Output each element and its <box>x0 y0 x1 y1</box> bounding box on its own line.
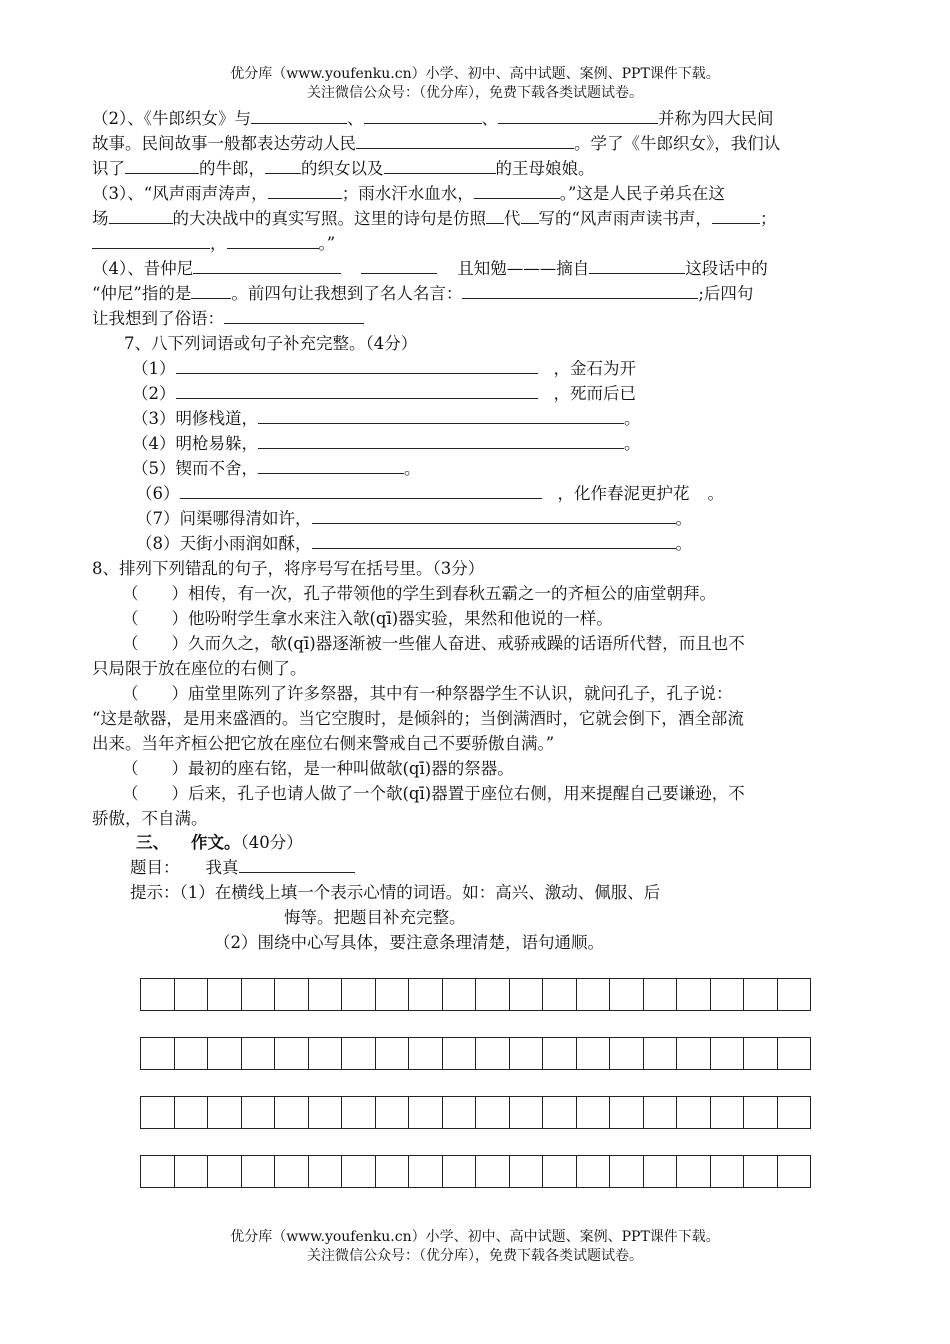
grid-cell[interactable] <box>744 1156 778 1188</box>
q7-item-2: （2） ，死而后已 <box>132 384 636 403</box>
grid-cell[interactable] <box>375 1038 409 1070</box>
grid-cell[interactable] <box>241 1038 275 1070</box>
grid-cell[interactable] <box>442 1038 476 1070</box>
grid-cell[interactable] <box>509 1038 543 1070</box>
q6-part4-line2: “仲尼”指的是 。前四句让我想到了名人名言： ;后四句 <box>92 284 754 303</box>
blank[interactable] <box>92 233 210 249</box>
grid-cell[interactable] <box>543 1156 577 1188</box>
q8-sentence-5: （ ）最初的座右铭，是一种叫做欹(qī)器的祭器。 <box>122 759 514 778</box>
grid-cell[interactable] <box>375 1097 409 1129</box>
grid-cell[interactable] <box>509 1156 543 1188</box>
writing-grid-row-4[interactable] <box>140 1155 811 1188</box>
grid-cell[interactable] <box>308 979 342 1011</box>
blank[interactable] <box>521 208 539 224</box>
q7-item-8: （8）天街小雨润如酥， 。 <box>136 534 692 553</box>
blank[interactable] <box>361 258 437 274</box>
grid-cell[interactable] <box>308 1097 342 1129</box>
grid-cell[interactable] <box>308 1038 342 1070</box>
grid-cell[interactable] <box>342 1097 376 1129</box>
header-line-2: 关注微信公众号：（优分库），免费下载各类试题试卷。 <box>307 85 643 101</box>
composition-heading: 三、 作文。（40分） <box>136 833 303 852</box>
grid-cell[interactable] <box>677 1097 711 1129</box>
grid-cell[interactable] <box>643 1156 677 1188</box>
q8-sentence-2: （ ）他吩咐学生拿水来注入欹(qī)器实验，果然和他说的一样。 <box>122 609 613 628</box>
grid-cell[interactable] <box>375 979 409 1011</box>
grid-cell[interactable] <box>241 979 275 1011</box>
blank[interactable] <box>109 208 173 224</box>
blank[interactable] <box>498 108 658 124</box>
grid-cell[interactable] <box>275 1156 309 1188</box>
q6-part2-line3: 识了 的牛郎， 的织女以及 的王母娘娘。 <box>92 159 595 178</box>
q7-item-5: （5）锲而不舍， 。 <box>132 459 421 478</box>
footer-line-1: 优分库（www.youfenku.cn）小学、初中、高中试题、案例、PPT课件下载。 <box>230 1229 720 1245</box>
grid-cell[interactable] <box>677 1156 711 1188</box>
q7-item-3: （3）明修栈道， 。 <box>132 409 641 428</box>
blank[interactable] <box>384 158 496 174</box>
grid-cell[interactable] <box>342 979 376 1011</box>
grid-cell[interactable] <box>208 979 242 1011</box>
q6-part3-line3: ， 。” <box>92 233 335 255</box>
grid-cell[interactable] <box>375 1156 409 1188</box>
grid-cell[interactable] <box>643 1097 677 1129</box>
grid-cell[interactable] <box>610 1156 644 1188</box>
composition-topic: 题目： 我真 <box>130 857 355 879</box>
composition-hint-1-cont: 悔等。把题目补充完整。 <box>284 908 466 927</box>
grid-cell[interactable] <box>509 979 543 1011</box>
grid-cell[interactable] <box>643 1038 677 1070</box>
blank[interactable] <box>474 183 560 199</box>
footer-line-2: 关注微信公众号：（优分库），免费下载各类试题试卷。 <box>307 1248 643 1264</box>
blank[interactable] <box>258 458 404 474</box>
grid-cell[interactable] <box>744 1038 778 1070</box>
q6-part2-line1: （2）、《牛郎织女》与 、 、 并称为四大民间 <box>92 109 774 128</box>
grid-cell[interactable] <box>543 979 577 1011</box>
grid-cell[interactable] <box>677 979 711 1011</box>
grid-cell[interactable] <box>308 1156 342 1188</box>
blank[interactable] <box>589 258 685 274</box>
grid-cell[interactable] <box>777 1097 811 1129</box>
grid-cell[interactable] <box>610 979 644 1011</box>
writing-grid-row-2[interactable] <box>140 1037 811 1070</box>
q8-sentence-1: （ ）相传，有一次，孔子带领他的学生到春秋五霸之一的齐桓公的庙堂朝拜。 <box>122 584 716 603</box>
q7-title: 7、八下列词语或句子补充完整。（4分） <box>124 334 418 353</box>
grid-cell[interactable] <box>476 1097 510 1129</box>
blank[interactable] <box>356 133 574 149</box>
grid-cell[interactable] <box>275 1038 309 1070</box>
grid-cell[interactable] <box>442 1097 476 1129</box>
grid-cell[interactable] <box>409 979 443 1011</box>
grid-cell[interactable] <box>744 979 778 1011</box>
blank[interactable] <box>712 208 760 224</box>
blank[interactable] <box>125 158 199 174</box>
grid-cell[interactable] <box>442 1156 476 1188</box>
blank[interactable] <box>227 233 319 249</box>
grid-cell[interactable] <box>543 1038 577 1070</box>
grid-cell[interactable] <box>777 1038 811 1070</box>
q8-title: 8、排列下列错乱的句子，将序号写在括号里。（3分） <box>92 559 485 578</box>
blank[interactable] <box>251 108 347 124</box>
writing-grid-row-3[interactable] <box>140 1096 811 1129</box>
grid-cell[interactable] <box>576 979 610 1011</box>
blank[interactable] <box>268 183 342 199</box>
blank[interactable] <box>258 408 624 424</box>
q8-sentence-3-cont: 只局限于放在座位的右侧了。 <box>92 659 307 678</box>
grid-cell[interactable] <box>141 979 175 1011</box>
grid-cell[interactable] <box>576 1038 610 1070</box>
grid-cell[interactable] <box>275 979 309 1011</box>
grid-cell[interactable] <box>141 1156 175 1188</box>
grid-cell[interactable] <box>576 1097 610 1129</box>
q6-part2-line2: 故事。民间故事一般都表达劳动人民 。学了《牛郎织女》，我们认 <box>92 134 781 153</box>
q7-item-1: （1） ，金石为开 <box>132 359 636 378</box>
grid-cell[interactable] <box>777 1156 811 1188</box>
grid-cell[interactable] <box>409 1038 443 1070</box>
q6-part3-line1: （3）、“风声雨声涛声， ；雨水汗水血水， 。”这是人民子弟兵在这 <box>92 184 725 203</box>
grid-cell[interactable] <box>576 1156 610 1188</box>
grid-cell[interactable] <box>710 1038 744 1070</box>
blank[interactable] <box>258 433 624 449</box>
q7-item-4: （4）明枪易躲， 。 <box>132 434 641 453</box>
grid-cell[interactable] <box>509 1097 543 1129</box>
grid-cell[interactable] <box>174 979 208 1011</box>
q8-sentence-4-cont: “这是欹器，是用来盛酒的。当它空腹时，是倾斜的；当倒满酒时，它就会倒下，酒全部流 <box>92 709 744 728</box>
grid-cell[interactable] <box>610 1097 644 1129</box>
grid-cell[interactable] <box>710 1097 744 1129</box>
grid-cell[interactable] <box>777 979 811 1011</box>
grid-cell[interactable] <box>643 979 677 1011</box>
grid-cell[interactable] <box>409 1156 443 1188</box>
grid-cell[interactable] <box>241 1156 275 1188</box>
grid-cell[interactable] <box>141 1097 175 1129</box>
blank[interactable] <box>364 108 482 124</box>
composition-hint-2: （2）围绕中心写具体，要注意条理清楚，语句通顺。 <box>214 933 604 952</box>
q6-part4-line3: 让我想到了俗语： <box>92 308 364 330</box>
grid-cell[interactable] <box>476 979 510 1011</box>
grid-cell[interactable] <box>744 1097 778 1129</box>
blank[interactable] <box>191 283 231 299</box>
q8-sentence-6-cont: 骄傲，不自满。 <box>92 809 208 828</box>
grid-cell[interactable] <box>710 1156 744 1188</box>
q7-item-6: （6） ，化作春泥更护花 。 <box>136 484 724 503</box>
q8-sentence-6: （ ）后来，孔子也请人做了一个欹(qī)器置于座位右侧，用来提醒自己要谦逊，不 <box>122 784 745 803</box>
q8-sentence-4-cont2: 出来。当年齐桓公把它放在座位右侧来警戒自己不要骄傲自满。” <box>92 734 555 753</box>
grid-cell[interactable] <box>174 1038 208 1070</box>
grid-cell[interactable] <box>476 1156 510 1188</box>
grid-cell[interactable] <box>208 1097 242 1129</box>
header-line-1: 优分库（www.youfenku.cn）小学、初中、高中试题、案例、PPT课件下载。 <box>230 66 720 82</box>
grid-cell[interactable] <box>543 1097 577 1129</box>
grid-cell[interactable] <box>610 1038 644 1070</box>
blank[interactable] <box>180 483 542 499</box>
blank[interactable] <box>486 208 504 224</box>
q6-part3-line2: 场 的大决战中的真实写照。这里的诗句是仿照 代 写的“风声雨声读书声， ； <box>92 209 777 228</box>
blank[interactable] <box>176 383 538 399</box>
composition-hint-1: 提示：（1）在横线上填一个表示心情的词语。如：高兴、激动、佩服、后 <box>130 883 661 902</box>
blank[interactable] <box>462 283 698 299</box>
blank[interactable] <box>312 508 676 524</box>
grid-cell[interactable] <box>442 979 476 1011</box>
grid-cell[interactable] <box>677 1038 711 1070</box>
blank[interactable] <box>312 533 676 549</box>
blank[interactable] <box>176 358 538 374</box>
grid-cell[interactable] <box>409 1097 443 1129</box>
blank[interactable] <box>224 308 364 324</box>
writing-grid-row-1[interactable] <box>140 978 811 1011</box>
grid-cell[interactable] <box>208 1038 242 1070</box>
q7-item-7: （7）问渠哪得清如许， 。 <box>136 509 692 528</box>
grid-cell[interactable] <box>275 1097 309 1129</box>
grid-cell[interactable] <box>710 979 744 1011</box>
q8-sentence-4: （ ）庙堂里陈列了许多祭器，其中有一种祭器学生不认识，就问孔子，孔子说： <box>122 684 733 703</box>
q6-part4-line1: （4）、昔仲尼 且知勉———摘自 这段话中的 <box>92 259 768 278</box>
grid-cell[interactable] <box>342 1156 376 1188</box>
grid-cell[interactable] <box>241 1097 275 1129</box>
grid-cell[interactable] <box>342 1038 376 1070</box>
blank[interactable] <box>193 258 341 274</box>
grid-cell[interactable] <box>476 1038 510 1070</box>
topic-blank[interactable] <box>239 857 355 873</box>
grid-cell[interactable] <box>208 1156 242 1188</box>
blank[interactable] <box>265 158 301 174</box>
grid-cell[interactable] <box>174 1097 208 1129</box>
q8-sentence-3: （ ）久而久之，欹(qī)器逐渐被一些催人奋进、戒骄戒躁的话语所代替，而且也不 <box>122 634 745 653</box>
grid-cell[interactable] <box>174 1156 208 1188</box>
grid-cell[interactable] <box>141 1038 175 1070</box>
